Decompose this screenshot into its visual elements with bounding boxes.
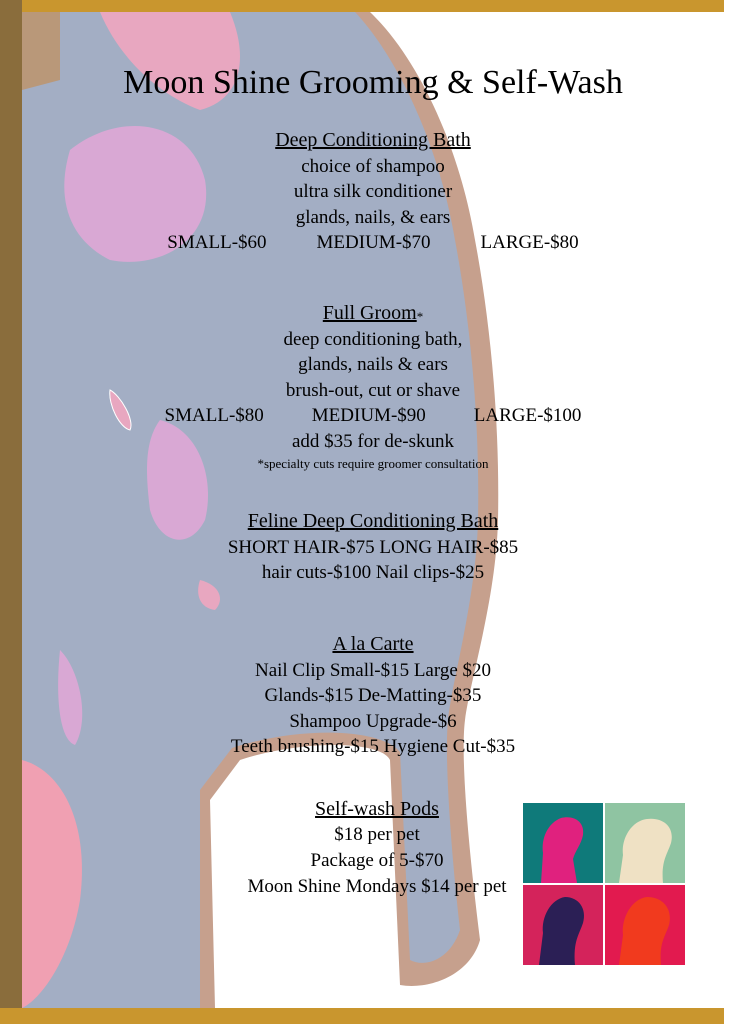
full-groom-section: [22, 301, 724, 474]
asterisk: *: [416, 309, 424, 324]
menu-content: [22, 12, 724, 1008]
a-la-carte-line: Shampoo Upgrade-$6: [289, 710, 457, 732]
dog-art-icon: [605, 803, 685, 883]
price-large: LARGE-$80: [480, 232, 579, 253]
full-groom-line: brush-out, cut or shave: [285, 379, 461, 401]
self-wash-heading: Self-wash Pods: [315, 798, 439, 820]
self-wash-line: $18 per pet: [334, 824, 420, 845]
art-tile: [605, 803, 685, 883]
a-la-carte-line: Glands-$15 De-Matting-$35: [264, 685, 482, 706]
deep-bath-line: ultra silk conditioner: [293, 181, 453, 202]
feline-line: SHORT HAIR-$75 LONG HAIR-$85: [227, 536, 519, 558]
art-tile: [605, 885, 685, 965]
deep-bath-line: glands, nails, & ears: [295, 206, 451, 228]
frame-bottom: [0, 1008, 731, 1024]
a-la-carte-line: Nail Clip Small-$15 Large $20: [254, 659, 492, 681]
full-groom-line: glands, nails & ears: [298, 354, 448, 375]
deep-bath-line: choice of shampoo: [301, 155, 445, 177]
art-tile: [523, 803, 603, 883]
price-small: SMALL-$60: [167, 232, 267, 253]
specialty-note: *specialty cuts require groomer consultation: [257, 456, 489, 471]
dog-art-icon: [523, 803, 603, 883]
feline-section: [22, 509, 724, 586]
a-la-carte-line: Teeth brushing-$15 Hygiene Cut-$35: [230, 736, 516, 757]
full-groom-heading-row: [22, 301, 724, 327]
price-small: SMALL-$80: [164, 405, 264, 426]
pop-art-dog-grid: [523, 803, 685, 965]
dog-art-icon: [605, 885, 685, 965]
page-title: Moon Shine Grooming & Self-Wash: [123, 64, 623, 101]
self-wash-section: [222, 796, 532, 900]
deep-bath-section: [22, 128, 724, 256]
price-large: LARGE-$100: [473, 405, 582, 426]
a-la-carte-section: [22, 632, 724, 760]
self-wash-line: Moon Shine Mondays $14 per pet: [247, 876, 507, 897]
feline-line: hair cuts-$100 Nail clips-$25: [261, 562, 485, 583]
deskunk-addon: add $35 for de-skunk: [292, 430, 454, 452]
frame-top: [0, 0, 731, 12]
deep-bath-prices: [22, 230, 724, 256]
feline-heading: Feline Deep Conditioning Bath: [247, 510, 499, 532]
art-tile: [523, 885, 603, 965]
a-la-carte-heading: A la Carte: [332, 633, 414, 655]
dog-art-icon: [523, 885, 603, 965]
frame-left: [0, 0, 22, 1024]
price-medium: MEDIUM-$70: [316, 232, 431, 253]
full-groom-heading: Full Groom: [322, 302, 417, 324]
full-groom-line: deep conditioning bath,: [283, 328, 463, 350]
self-wash-line: Package of 5-$70: [310, 850, 444, 871]
frame-right: [724, 0, 731, 1024]
price-medium: MEDIUM-$90: [311, 405, 426, 426]
full-groom-prices: [22, 403, 724, 429]
deep-bath-heading: Deep Conditioning Bath: [275, 129, 471, 151]
